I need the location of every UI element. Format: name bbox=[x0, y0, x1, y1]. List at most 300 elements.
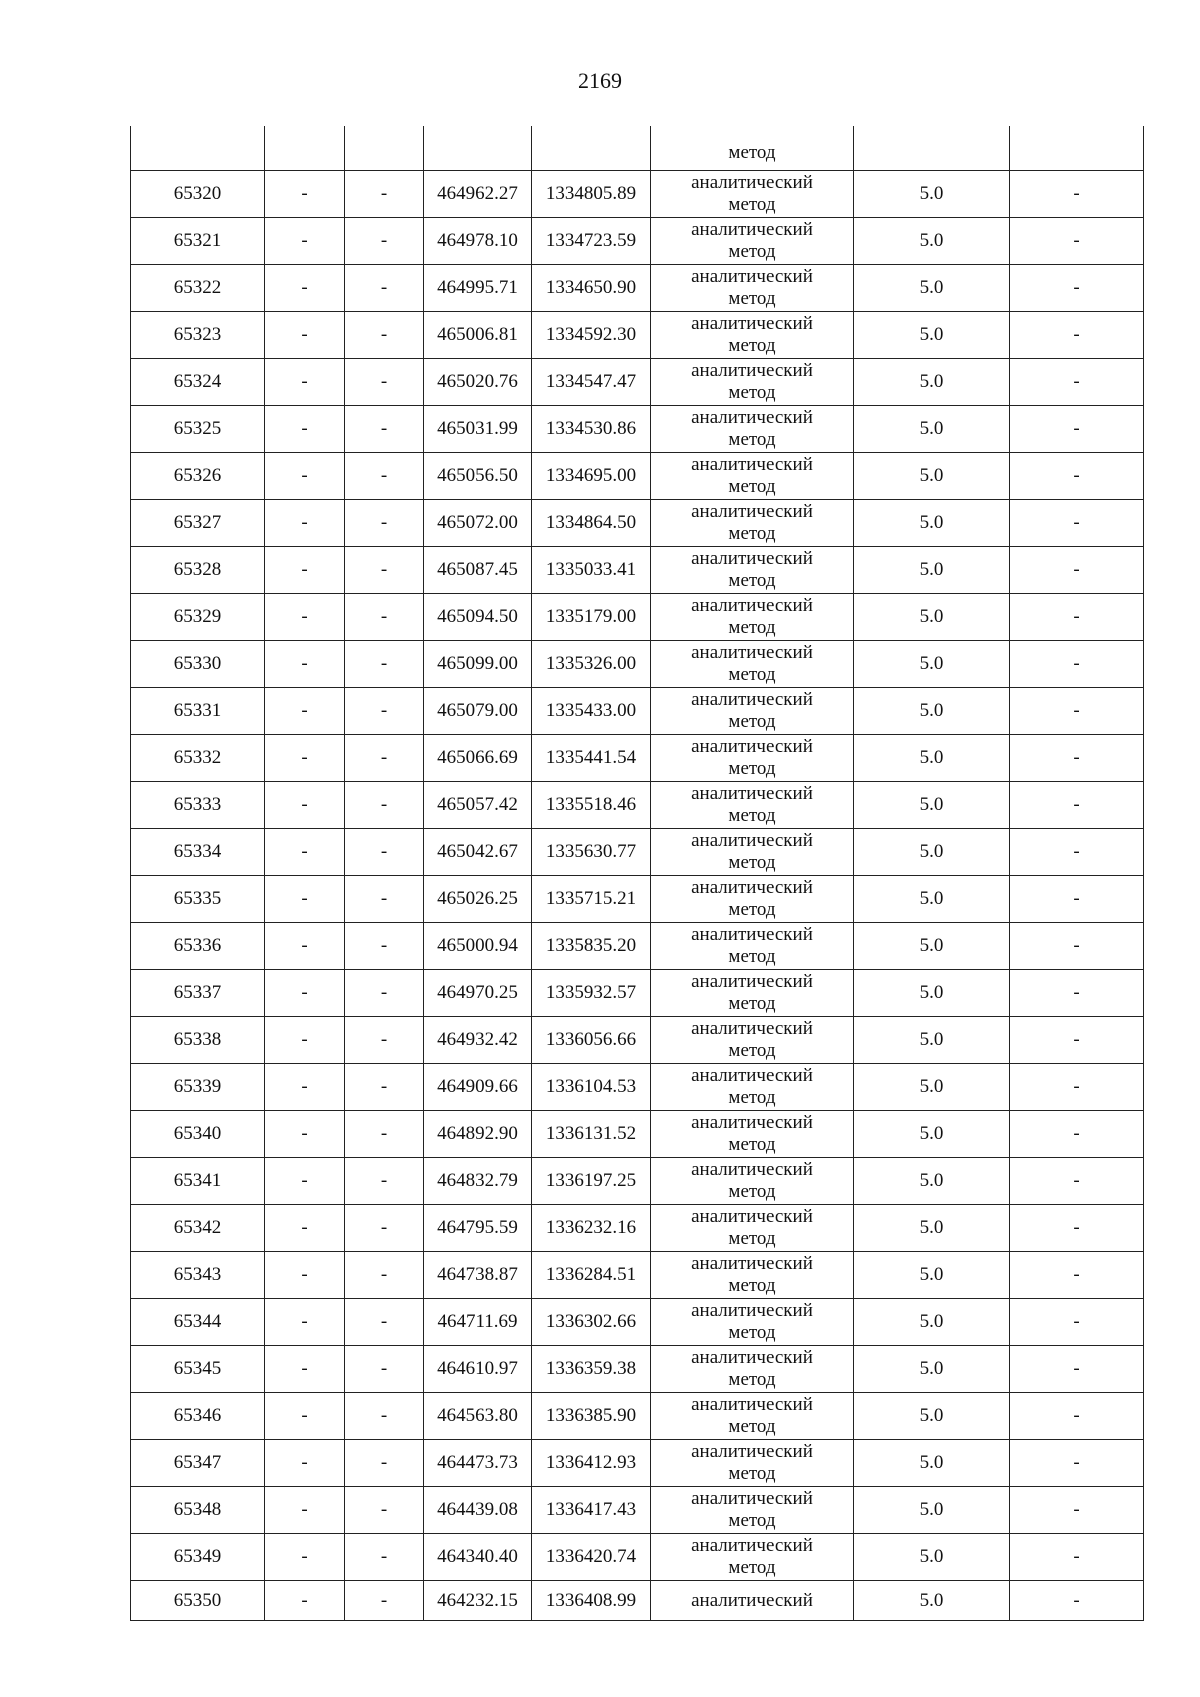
note-cell: - bbox=[1010, 1487, 1144, 1534]
dash-cell: - bbox=[265, 1581, 345, 1621]
method-line: аналитический bbox=[691, 595, 813, 616]
method-line: метод bbox=[728, 1275, 776, 1296]
method-cell bbox=[651, 1064, 854, 1111]
y-coordinate-cell: 1334547.47 bbox=[532, 359, 651, 406]
note-cell: - bbox=[1010, 970, 1144, 1017]
x-coordinate-cell: 465056.50 bbox=[424, 453, 532, 500]
method-line: метод bbox=[728, 382, 776, 403]
method-line: аналитический bbox=[691, 1300, 813, 1321]
method-cell bbox=[651, 1393, 854, 1440]
method-line: аналитический bbox=[691, 1112, 813, 1133]
dash-cell: - bbox=[345, 1440, 424, 1487]
method-cell bbox=[651, 688, 854, 735]
page-number: 2169 bbox=[578, 68, 622, 93]
table-row bbox=[131, 1346, 1144, 1393]
method-cell bbox=[651, 1111, 854, 1158]
dash-cell: - bbox=[265, 171, 345, 218]
accuracy-cell: 5.0 bbox=[854, 970, 1010, 1017]
method-line: метод bbox=[728, 1134, 776, 1155]
dash-cell: - bbox=[345, 1205, 424, 1252]
accuracy-cell: 5.0 bbox=[854, 218, 1010, 265]
dash-cell: - bbox=[265, 970, 345, 1017]
method-line: метод bbox=[728, 1510, 776, 1531]
accuracy-cell: 5.0 bbox=[854, 1299, 1010, 1346]
table-row bbox=[131, 265, 1144, 312]
y-coordinate-cell: 1334864.50 bbox=[532, 500, 651, 547]
y-coordinate-cell: 1335630.77 bbox=[532, 829, 651, 876]
y-coordinate-cell: 1336104.53 bbox=[532, 1064, 651, 1111]
table-row bbox=[131, 1205, 1144, 1252]
method-line: аналитический bbox=[691, 1065, 813, 1086]
table-row bbox=[131, 500, 1144, 547]
method-line: метод bbox=[728, 1557, 776, 1578]
method-line: метод bbox=[728, 335, 776, 356]
method-cell bbox=[651, 218, 854, 265]
method-line: аналитический bbox=[691, 1535, 813, 1556]
y-coordinate-cell: 1336385.90 bbox=[532, 1393, 651, 1440]
note-cell: - bbox=[1010, 876, 1144, 923]
table-row bbox=[131, 594, 1144, 641]
dash-cell: - bbox=[345, 1064, 424, 1111]
note-cell: - bbox=[1010, 1252, 1144, 1299]
point-id-cell: 65339 bbox=[131, 1064, 265, 1111]
note-cell: - bbox=[1010, 641, 1144, 688]
method-cell bbox=[651, 735, 854, 782]
dash-cell: - bbox=[345, 1299, 424, 1346]
method-line: метод bbox=[728, 1369, 776, 1390]
x-coordinate-cell: 465000.94 bbox=[424, 923, 532, 970]
accuracy-cell: 5.0 bbox=[854, 1111, 1010, 1158]
point-id-cell: 65336 bbox=[131, 923, 265, 970]
note-cell: - bbox=[1010, 1346, 1144, 1393]
dash-cell: - bbox=[345, 923, 424, 970]
dash-cell: - bbox=[265, 876, 345, 923]
table-row bbox=[131, 970, 1144, 1017]
table-row bbox=[131, 1393, 1144, 1440]
x-coordinate-cell: 465099.00 bbox=[424, 641, 532, 688]
point-id-cell: 65340 bbox=[131, 1111, 265, 1158]
dash-cell: - bbox=[265, 1017, 345, 1064]
dash-cell: - bbox=[345, 359, 424, 406]
dash-cell: - bbox=[265, 782, 345, 829]
dash-cell: - bbox=[265, 1534, 345, 1581]
accuracy-cell: 5.0 bbox=[854, 1393, 1010, 1440]
table-row bbox=[131, 171, 1144, 218]
dash-cell: - bbox=[265, 1299, 345, 1346]
accuracy-cell: 5.0 bbox=[854, 594, 1010, 641]
method-cell bbox=[651, 171, 854, 218]
point-id-cell: 65330 bbox=[131, 641, 265, 688]
dash-cell: - bbox=[265, 594, 345, 641]
table-row bbox=[131, 1487, 1144, 1534]
method-line: аналитический bbox=[691, 971, 813, 992]
point-id-cell: 65341 bbox=[131, 1158, 265, 1205]
method-cell bbox=[651, 1487, 854, 1534]
x-coordinate-cell: 464909.66 bbox=[424, 1064, 532, 1111]
dash-cell: - bbox=[265, 1158, 345, 1205]
point-id-cell: 65350 bbox=[131, 1581, 265, 1621]
dash-cell: - bbox=[265, 641, 345, 688]
note-cell: - bbox=[1010, 500, 1144, 547]
method-cell bbox=[651, 923, 854, 970]
accuracy-cell: 5.0 bbox=[854, 171, 1010, 218]
method-line: аналитический bbox=[691, 830, 813, 851]
coordinates-table bbox=[130, 126, 1144, 1621]
x-coordinate-cell: 465079.00 bbox=[424, 688, 532, 735]
method-line: метод bbox=[728, 523, 776, 544]
method-cell bbox=[651, 312, 854, 359]
dash-cell: - bbox=[265, 312, 345, 359]
y-coordinate-cell: 1336417.43 bbox=[532, 1487, 651, 1534]
note-cell: - bbox=[1010, 1393, 1144, 1440]
accuracy-cell: 5.0 bbox=[854, 829, 1010, 876]
method-line: аналитический bbox=[691, 1347, 813, 1368]
method-line: метод bbox=[728, 711, 776, 732]
dash-cell: - bbox=[345, 1581, 424, 1621]
table-row bbox=[131, 1252, 1144, 1299]
table-row bbox=[131, 1581, 1144, 1621]
dash-cell: - bbox=[265, 688, 345, 735]
point-id-cell: 65329 bbox=[131, 594, 265, 641]
y-coordinate-cell: 1334530.86 bbox=[532, 406, 651, 453]
accuracy-cell: 5.0 bbox=[854, 735, 1010, 782]
note-cell: - bbox=[1010, 1158, 1144, 1205]
x-coordinate-cell: 464439.08 bbox=[424, 1487, 532, 1534]
point-id-cell: 65327 bbox=[131, 500, 265, 547]
note-cell: - bbox=[1010, 1064, 1144, 1111]
note-cell: - bbox=[1010, 265, 1144, 312]
table-row bbox=[131, 406, 1144, 453]
dash-cell: - bbox=[345, 735, 424, 782]
accuracy-cell: 5.0 bbox=[854, 1487, 1010, 1534]
method-line: метод bbox=[728, 241, 776, 262]
point-id-cell: 65332 bbox=[131, 735, 265, 782]
accuracy-cell: 5.0 bbox=[854, 1534, 1010, 1581]
dash-cell: - bbox=[345, 1346, 424, 1393]
method-line: аналитический bbox=[691, 924, 813, 945]
method-line: аналитический bbox=[691, 1206, 813, 1227]
y-coordinate-cell: 1335179.00 bbox=[532, 594, 651, 641]
y-coordinate-cell: 1335835.20 bbox=[532, 923, 651, 970]
method-cell bbox=[651, 1346, 854, 1393]
point-id-cell: 65342 bbox=[131, 1205, 265, 1252]
method-line: метод bbox=[728, 617, 776, 638]
table-row bbox=[131, 1017, 1144, 1064]
x-coordinate-cell: 465006.81 bbox=[424, 312, 532, 359]
table-row bbox=[131, 688, 1144, 735]
dash-cell: - bbox=[265, 1440, 345, 1487]
table-row bbox=[131, 218, 1144, 265]
x-coordinate-cell: 464970.25 bbox=[424, 970, 532, 1017]
dash-cell: - bbox=[265, 829, 345, 876]
method-cell bbox=[651, 500, 854, 547]
table-row bbox=[131, 923, 1144, 970]
note-cell: - bbox=[1010, 406, 1144, 453]
dash-cell: - bbox=[345, 453, 424, 500]
dash-cell: - bbox=[265, 500, 345, 547]
method-cell bbox=[651, 876, 854, 923]
note-cell: - bbox=[1010, 359, 1144, 406]
table-row bbox=[131, 1440, 1144, 1487]
method-cell bbox=[651, 782, 854, 829]
method-cell bbox=[651, 1205, 854, 1252]
note-cell: - bbox=[1010, 782, 1144, 829]
method-line: метод bbox=[728, 194, 776, 215]
dash-cell: - bbox=[265, 1393, 345, 1440]
method-line: метод bbox=[728, 1463, 776, 1484]
method-line: аналитический bbox=[691, 642, 813, 663]
point-id-cell: 65344 bbox=[131, 1299, 265, 1346]
accuracy-cell: 5.0 bbox=[854, 265, 1010, 312]
point-id-cell: 65334 bbox=[131, 829, 265, 876]
note-cell: - bbox=[1010, 1017, 1144, 1064]
x-coordinate-cell: 464892.90 bbox=[424, 1111, 532, 1158]
x-coordinate-cell: 464340.40 bbox=[424, 1534, 532, 1581]
dash-cell: - bbox=[265, 735, 345, 782]
y-coordinate-cell: 1336197.25 bbox=[532, 1158, 651, 1205]
x-coordinate-cell: 464932.42 bbox=[424, 1017, 532, 1064]
accuracy-cell: 5.0 bbox=[854, 782, 1010, 829]
y-coordinate-cell: 1336420.74 bbox=[532, 1534, 651, 1581]
dash-cell: - bbox=[345, 829, 424, 876]
note-cell: - bbox=[1010, 1299, 1144, 1346]
point-id-cell: 65321 bbox=[131, 218, 265, 265]
point-id-cell: 65338 bbox=[131, 1017, 265, 1064]
note-cell: - bbox=[1010, 1581, 1144, 1621]
method-line: метод bbox=[728, 946, 776, 967]
method-line: аналитический bbox=[691, 172, 813, 193]
dash-cell: - bbox=[345, 594, 424, 641]
dash-cell: - bbox=[265, 1487, 345, 1534]
accuracy-cell: 5.0 bbox=[854, 406, 1010, 453]
method-line: метод bbox=[728, 1040, 776, 1061]
point-id-cell: 65343 bbox=[131, 1252, 265, 1299]
method-cell bbox=[651, 829, 854, 876]
y-coordinate-cell: 1336359.38 bbox=[532, 1346, 651, 1393]
method-cell: метод bbox=[651, 126, 854, 171]
table-row-continuation bbox=[131, 126, 1144, 171]
x-coordinate-cell: 464738.87 bbox=[424, 1252, 532, 1299]
y-coordinate-cell: 1334650.90 bbox=[532, 265, 651, 312]
dash-cell: - bbox=[345, 688, 424, 735]
dash-cell: - bbox=[265, 218, 345, 265]
table-row bbox=[131, 641, 1144, 688]
method-line: метод bbox=[728, 429, 776, 450]
x-coordinate-cell: 465026.25 bbox=[424, 876, 532, 923]
y-coordinate-cell: 1336056.66 bbox=[532, 1017, 651, 1064]
dash-cell: - bbox=[265, 1252, 345, 1299]
method-line: аналитический bbox=[691, 1589, 813, 1611]
accuracy-cell: 5.0 bbox=[854, 923, 1010, 970]
method-cell bbox=[651, 1440, 854, 1487]
note-cell: - bbox=[1010, 688, 1144, 735]
dash-cell: - bbox=[345, 970, 424, 1017]
method-cell bbox=[651, 1534, 854, 1581]
dash-cell: - bbox=[265, 359, 345, 406]
note-cell: - bbox=[1010, 829, 1144, 876]
table-row bbox=[131, 782, 1144, 829]
x-coordinate-cell: 465072.00 bbox=[424, 500, 532, 547]
method-line: аналитический bbox=[691, 1253, 813, 1274]
x-coordinate-cell: 464711.69 bbox=[424, 1299, 532, 1346]
method-line: метод bbox=[728, 899, 776, 920]
point-id-cell: 65345 bbox=[131, 1346, 265, 1393]
table-row bbox=[131, 1534, 1144, 1581]
accuracy-cell: 5.0 bbox=[854, 359, 1010, 406]
x-coordinate-cell: 465094.50 bbox=[424, 594, 532, 641]
point-id-cell: 65335 bbox=[131, 876, 265, 923]
y-coordinate-cell: 1336232.16 bbox=[532, 1205, 651, 1252]
dash-cell: - bbox=[265, 453, 345, 500]
method-line: аналитический bbox=[691, 219, 813, 240]
table-row bbox=[131, 1111, 1144, 1158]
method-line: метод bbox=[728, 1416, 776, 1437]
dash-cell: - bbox=[345, 406, 424, 453]
dash-cell: - bbox=[345, 1017, 424, 1064]
accuracy-cell: 5.0 bbox=[854, 1252, 1010, 1299]
y-coordinate-cell: 1335932.57 bbox=[532, 970, 651, 1017]
point-id-cell: 65326 bbox=[131, 453, 265, 500]
x-coordinate-cell: 464995.71 bbox=[424, 265, 532, 312]
method-line: аналитический bbox=[691, 1488, 813, 1509]
method-cell bbox=[651, 359, 854, 406]
dash-cell: - bbox=[265, 923, 345, 970]
method-line: аналитический bbox=[691, 407, 813, 428]
dash-cell: - bbox=[265, 265, 345, 312]
accuracy-cell: 5.0 bbox=[854, 688, 1010, 735]
note-cell: - bbox=[1010, 1440, 1144, 1487]
x-coordinate-cell: 465031.99 bbox=[424, 406, 532, 453]
method-line: аналитический bbox=[691, 783, 813, 804]
y-coordinate-cell: 1336412.93 bbox=[532, 1440, 651, 1487]
dash-cell: - bbox=[345, 1158, 424, 1205]
table-row bbox=[131, 1299, 1144, 1346]
method-cell bbox=[651, 406, 854, 453]
method-line: аналитический bbox=[691, 1018, 813, 1039]
dash-cell: - bbox=[265, 1346, 345, 1393]
y-coordinate-cell: 1336302.66 bbox=[532, 1299, 651, 1346]
y-coordinate-cell: 1334723.59 bbox=[532, 218, 651, 265]
dash-cell: - bbox=[265, 1205, 345, 1252]
accuracy-cell: 5.0 bbox=[854, 1581, 1010, 1621]
method-line: аналитический bbox=[691, 501, 813, 522]
note-cell: - bbox=[1010, 547, 1144, 594]
point-id-cell: 65320 bbox=[131, 171, 265, 218]
x-coordinate-cell: 464563.80 bbox=[424, 1393, 532, 1440]
method-line: метод bbox=[728, 1322, 776, 1343]
method-line: аналитический bbox=[691, 313, 813, 334]
point-id-cell: 65348 bbox=[131, 1487, 265, 1534]
dash-cell: - bbox=[265, 406, 345, 453]
x-coordinate-cell: 464795.59 bbox=[424, 1205, 532, 1252]
point-id-cell: 65333 bbox=[131, 782, 265, 829]
table-row bbox=[131, 876, 1144, 923]
point-id-cell: 65347 bbox=[131, 1440, 265, 1487]
y-coordinate-cell: 1335441.54 bbox=[532, 735, 651, 782]
method-line: метод bbox=[728, 1087, 776, 1108]
dash-cell: - bbox=[345, 1534, 424, 1581]
accuracy-cell: 5.0 bbox=[854, 547, 1010, 594]
method-line: метод bbox=[728, 805, 776, 826]
note-cell: - bbox=[1010, 171, 1144, 218]
method-line: метод bbox=[728, 664, 776, 685]
method-line: метод bbox=[728, 1181, 776, 1202]
method-line: метод bbox=[728, 570, 776, 591]
x-coordinate-cell: 465020.76 bbox=[424, 359, 532, 406]
method-cell bbox=[651, 547, 854, 594]
point-id-cell: 65328 bbox=[131, 547, 265, 594]
method-line: аналитический bbox=[691, 548, 813, 569]
point-id-cell: 65323 bbox=[131, 312, 265, 359]
dash-cell: - bbox=[345, 312, 424, 359]
method-line: метод bbox=[728, 852, 776, 873]
note-cell: - bbox=[1010, 1205, 1144, 1252]
method-line: аналитический bbox=[691, 1394, 813, 1415]
x-coordinate-cell: 465066.69 bbox=[424, 735, 532, 782]
point-id-cell: 65331 bbox=[131, 688, 265, 735]
x-coordinate-cell: 464978.10 bbox=[424, 218, 532, 265]
dash-cell: - bbox=[265, 1111, 345, 1158]
accuracy-cell: 5.0 bbox=[854, 1064, 1010, 1111]
method-line: аналитический bbox=[691, 689, 813, 710]
note-cell: - bbox=[1010, 312, 1144, 359]
method-line: метод bbox=[728, 476, 776, 497]
method-line: аналитический bbox=[691, 454, 813, 475]
y-coordinate-cell: 1335518.46 bbox=[532, 782, 651, 829]
method-line: аналитический bbox=[691, 1441, 813, 1462]
x-coordinate-cell: 464610.97 bbox=[424, 1346, 532, 1393]
y-coordinate-cell: 1335715.21 bbox=[532, 876, 651, 923]
method-cell bbox=[651, 265, 854, 312]
point-id-cell: 65325 bbox=[131, 406, 265, 453]
dash-cell: - bbox=[345, 218, 424, 265]
method-line: аналитический bbox=[691, 266, 813, 287]
method-line: аналитический bbox=[691, 1159, 813, 1180]
dash-cell: - bbox=[345, 265, 424, 312]
table-row bbox=[131, 829, 1144, 876]
note-cell: - bbox=[1010, 923, 1144, 970]
accuracy-cell: 5.0 bbox=[854, 453, 1010, 500]
dash-cell: - bbox=[265, 1064, 345, 1111]
method-cell bbox=[651, 970, 854, 1017]
table-row bbox=[131, 1064, 1144, 1111]
method-cell bbox=[651, 1252, 854, 1299]
point-id-cell: 65349 bbox=[131, 1534, 265, 1581]
method-line: аналитический bbox=[691, 360, 813, 381]
table-row bbox=[131, 359, 1144, 406]
table-row bbox=[131, 547, 1144, 594]
accuracy-cell: 5.0 bbox=[854, 500, 1010, 547]
point-id-cell: 65337 bbox=[131, 970, 265, 1017]
x-coordinate-cell: 464962.27 bbox=[424, 171, 532, 218]
table-row bbox=[131, 1158, 1144, 1205]
table-row bbox=[131, 735, 1144, 782]
dash-cell: - bbox=[345, 547, 424, 594]
note-cell: - bbox=[1010, 594, 1144, 641]
x-coordinate-cell: 464473.73 bbox=[424, 1440, 532, 1487]
method-cell bbox=[651, 1158, 854, 1205]
dash-cell: - bbox=[345, 1487, 424, 1534]
method-cell bbox=[651, 1017, 854, 1064]
accuracy-cell: 5.0 bbox=[854, 641, 1010, 688]
x-coordinate-cell: 465057.42 bbox=[424, 782, 532, 829]
accuracy-cell: 5.0 bbox=[854, 1346, 1010, 1393]
note-cell: - bbox=[1010, 1534, 1144, 1581]
dash-cell: - bbox=[345, 1252, 424, 1299]
x-coordinate-cell: 464832.79 bbox=[424, 1158, 532, 1205]
point-id-cell: 65322 bbox=[131, 265, 265, 312]
accuracy-cell: 5.0 bbox=[854, 1205, 1010, 1252]
